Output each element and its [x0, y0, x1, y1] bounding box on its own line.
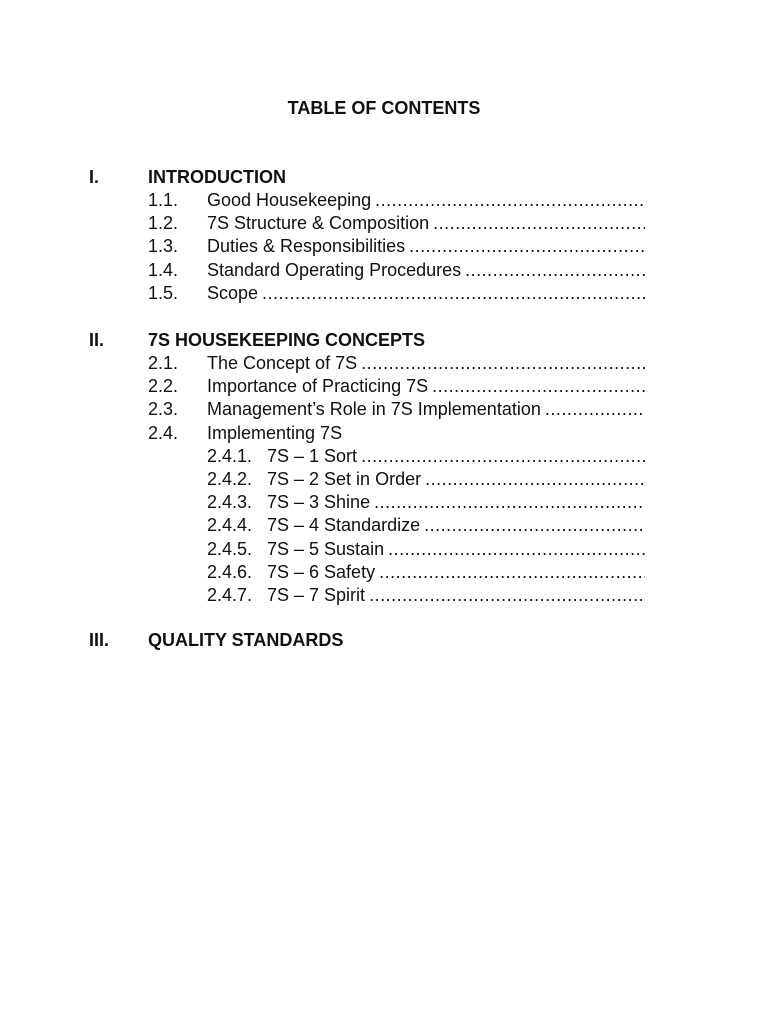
dot-leader — [465, 259, 645, 282]
dot-leader — [361, 445, 645, 468]
dot-leader — [409, 235, 645, 258]
toc-entry[interactable] — [89, 259, 649, 282]
entry-number: 1.4. — [148, 259, 179, 280]
entry-number: 1.2. — [148, 213, 179, 234]
entry-number: 2.3. — [148, 399, 179, 420]
dot-leader — [425, 468, 645, 491]
dot-leader — [361, 352, 645, 375]
entry-text: Good Housekeeping — [207, 190, 372, 210]
toc-subentry[interactable] — [89, 538, 649, 561]
toc-entry[interactable] — [89, 282, 649, 305]
subentry-number: 2.4.7. — [207, 584, 253, 605]
toc-entry[interactable] — [89, 212, 649, 235]
entry-text: Management’s Role in 7S Implementation — [207, 399, 541, 420]
dot-leader — [375, 189, 645, 212]
section-title: QUALITY STANDARDS — [148, 630, 344, 650]
entry-text: 7S Structure & Composition — [207, 213, 430, 234]
subentry-text: 7S – 4 Standardize — [267, 515, 421, 536]
entry-number: 1.5. — [148, 282, 179, 303]
subentry-text: 7S – 3 Shine — [267, 492, 371, 513]
subentry-text: 7S – 6 Safety — [267, 561, 376, 582]
entry-text: Implementing 7S — [207, 422, 343, 443]
dot-leader — [262, 282, 645, 305]
entry-number: 2.4. — [148, 422, 179, 443]
section-number: III. — [89, 630, 110, 650]
dot-leader — [374, 491, 645, 514]
toc-subentry[interactable] — [89, 491, 649, 514]
entry-number: 1.1. — [148, 190, 179, 210]
dot-leader — [545, 398, 645, 421]
toc-entry[interactable] — [89, 398, 649, 421]
subentry-number: 2.4.4. — [207, 515, 253, 536]
dot-leader — [432, 375, 645, 398]
entry-number: 2.2. — [148, 376, 179, 397]
subentry-number: 2.4.5. — [207, 538, 253, 559]
toc-section-quality-standards — [89, 629, 649, 652]
toc-section-introduction — [89, 166, 649, 305]
toc-entry[interactable] — [89, 352, 649, 375]
section-title: INTRODUCTION — [148, 167, 286, 187]
entry-text: Importance of Practicing 7S — [207, 376, 429, 397]
entry-text: Scope — [207, 282, 259, 303]
subentry-text: 7S – 1 Sort — [267, 445, 358, 466]
dot-leader — [369, 584, 645, 607]
toc-entry[interactable] — [89, 189, 649, 212]
subentry-number: 2.4.6. — [207, 561, 253, 582]
subentry-number: 2.4.2. — [207, 468, 253, 489]
subentry-number: 2.4.1. — [207, 445, 253, 466]
section-heading — [89, 166, 649, 189]
entry-number: 2.1. — [148, 353, 179, 373]
toc-entry[interactable] — [89, 375, 649, 398]
entry-number: 1.3. — [148, 236, 179, 257]
dot-leader — [388, 538, 645, 561]
entry-text: The Concept of 7S — [207, 353, 358, 373]
toc-subentry[interactable] — [89, 584, 649, 607]
entry-text: Duties & Responsibilities — [207, 236, 406, 257]
toc-entry[interactable] — [89, 235, 649, 258]
toc-subentry[interactable] — [89, 468, 649, 491]
toc-title: TABLE OF CONTENTS — [287, 98, 481, 118]
section-title: 7S HOUSEKEEPING CONCEPTS — [148, 330, 426, 350]
toc-entry[interactable] — [89, 422, 649, 445]
dot-leader — [379, 561, 645, 584]
subentry-text: 7S – 5 Sustain — [267, 538, 385, 559]
dot-leader — [424, 514, 645, 537]
subentry-text: 7S – 7 Spirit — [267, 584, 366, 605]
toc-section-housekeeping-concepts — [89, 329, 649, 607]
toc-subentry[interactable] — [89, 445, 649, 468]
toc-subentry[interactable] — [89, 514, 649, 537]
dot-leader — [433, 212, 645, 235]
subentry-text: 7S – 2 Set in Order — [267, 468, 422, 489]
section-number: II. — [89, 330, 105, 350]
toc-subentry[interactable] — [89, 561, 649, 584]
section-number: I. — [89, 167, 100, 187]
section-heading — [89, 329, 649, 352]
entry-text: Standard Operating Procedures — [207, 259, 462, 280]
subentry-number: 2.4.3. — [207, 492, 253, 513]
section-heading — [89, 629, 649, 652]
